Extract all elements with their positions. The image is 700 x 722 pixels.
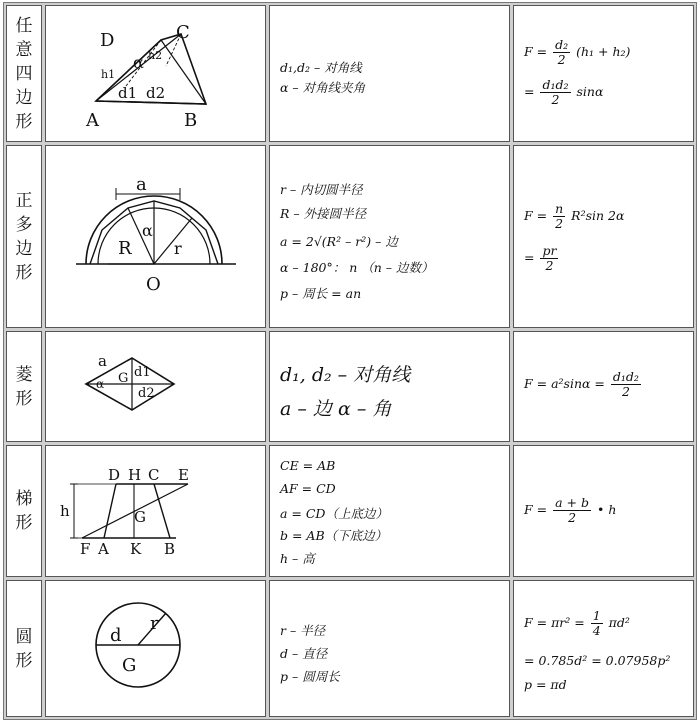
row-1-figure [45, 5, 266, 142]
row-4-name [6, 445, 42, 577]
fraction: $\frac{\text{d₁d₂}}{2}$ [542, 77, 569, 107]
row-2-name-char: 形 [15, 262, 33, 283]
row-1-name-char: 边 [15, 87, 33, 108]
row-4-formula [513, 445, 694, 577]
inradius-r-label: r [174, 239, 182, 258]
definition-line: b = AB（下底边） [280, 528, 388, 543]
row-5-figure [45, 580, 266, 717]
vertex-c-label: C [176, 22, 190, 43]
row-5-name-char: 圆 [15, 626, 33, 647]
row-2-figure [45, 145, 266, 328]
diagonal-d2-label: d2 [146, 84, 166, 102]
vertex-c-label: C [148, 466, 160, 484]
definition-line: CE = AB [280, 458, 336, 473]
formula-line: F = $\frac{\text{d₂}}{2}$ (h₁ + h₂) [524, 37, 631, 67]
vertex-a-label: A [98, 540, 109, 558]
row-5-formula [513, 580, 694, 717]
definition-line: R – 外接圆半径 [280, 206, 367, 221]
center-g-label: G [118, 371, 129, 386]
radius-r-label: r [150, 613, 159, 634]
definition-line: d – 直径 [280, 646, 328, 661]
fraction: $\frac{1}{4}$ [592, 608, 601, 638]
row-1-formula [513, 5, 694, 142]
height-h2-label: h2 [148, 49, 163, 62]
vertex-h-label: H [128, 466, 142, 484]
row-5-definitions [269, 580, 510, 717]
vertex-k-label: K [130, 540, 142, 558]
vertex-e-label: E [178, 466, 189, 484]
row-5-name [6, 580, 42, 717]
definition-line: α – 对角线夹角 [280, 80, 366, 95]
formula-line: F = a²sinα = $\frac{\text{d₁d₂}}{2}$ [524, 369, 639, 399]
row-1-name-char: 任 [15, 15, 33, 36]
definition-line: r – 内切圆半径 [280, 182, 363, 197]
row-2-name-char: 边 [15, 238, 33, 259]
angle-alpha-label: α [142, 221, 153, 240]
row-2-name [6, 145, 42, 328]
definition-line: a = CD（上底边） [280, 506, 388, 521]
row-1-definitions [269, 5, 510, 142]
row-4-figure [45, 445, 266, 577]
formula-line: F = $\frac{a + b}{2}$ • h [524, 495, 617, 525]
row-3-definitions [269, 331, 510, 442]
diameter-d-label: d [110, 625, 122, 646]
definition-line: a – 边 α – 角 [280, 398, 392, 420]
definition-line: d₁, d₂ – 对角线 [280, 364, 411, 386]
vertex-d-label: D [108, 466, 121, 484]
row-5-name-char: 形 [15, 650, 33, 671]
fraction: $\frac{n}{2}$ [555, 201, 564, 231]
height-h-label: h [60, 502, 70, 520]
row-4-name-char: 形 [15, 513, 33, 533]
row-3-name [6, 331, 42, 442]
formula-line: = 0.785d² = 0.07958p² [524, 653, 671, 668]
row-3-name-char: 菱 [15, 364, 33, 385]
fraction: $\frac{\text{d₂}}{2}$ [555, 37, 569, 67]
row-1-name-char: 意 [15, 39, 33, 60]
angle-alpha-label: α [133, 53, 144, 72]
definition-line: h – 高 [280, 551, 315, 566]
side-a-label: a [98, 352, 107, 370]
row-2-name-char: 正 [15, 190, 33, 211]
center-g-label: G [122, 655, 137, 676]
formula-line: = $\frac{pr}{2}$ [524, 243, 557, 273]
circle-diagram [46, 581, 266, 717]
row-4-definitions [269, 445, 510, 577]
row-1-name [6, 5, 42, 142]
row-3-figure [45, 331, 266, 442]
row-4-name-char: 梯 [15, 489, 33, 509]
center-o-label: O [146, 274, 161, 295]
height-h1-label: h1 [101, 68, 116, 81]
formula-line: p = πd [524, 677, 567, 692]
vertex-a-label: A [86, 110, 99, 131]
regular-polygon-diagram [46, 146, 266, 328]
formula-line: F = $\frac{n}{2}$ R²sin 2α [524, 201, 625, 231]
diagonal-d1-label: d1 [134, 365, 151, 380]
fraction: $\frac{\text{d₁d₂}}{2}$ [612, 369, 639, 399]
diagonal-d2-label: d2 [138, 386, 155, 401]
vertex-f-label: F [80, 540, 91, 558]
circumradius-r-label: R [118, 238, 132, 259]
diagonal-d1-label: d1 [118, 84, 138, 102]
fraction: $\frac{pr}{2}$ [542, 243, 557, 273]
definition-line: r – 半径 [280, 623, 326, 638]
quadrilateral-diagram [46, 6, 266, 142]
row-3-formula [513, 331, 694, 442]
definition-line: d₁,d₂ – 对角线 [280, 60, 362, 75]
row-3-name-char: 形 [15, 388, 33, 409]
vertex-d-label: D [100, 30, 115, 51]
definition-line: p – 圆周长 [280, 669, 340, 684]
trapezoid-diagram [46, 446, 266, 577]
side-a-label: a [136, 174, 147, 195]
row-1-name-char: 形 [15, 111, 33, 132]
point-g-label: G [134, 508, 146, 526]
row-2-definitions [269, 145, 510, 328]
definition-line: α – 180°： n （n – 边数） [280, 260, 434, 275]
row-1-name-char: 四 [15, 63, 33, 84]
vertex-b-label: B [164, 540, 176, 558]
fraction: $\frac{a + b}{2}$ [555, 495, 589, 525]
angle-alpha-label: α [96, 377, 105, 391]
row-2-formula [513, 145, 694, 328]
definition-line: p – 周长 = an [280, 286, 362, 301]
formula-line: = $\frac{\text{d₁d₂}}{2}$ sinα [524, 77, 604, 107]
definition-line: a = 2√(R² – r²) – 边 [280, 234, 398, 249]
row-2-name-char: 多 [15, 214, 33, 235]
definition-line: AF = CD [280, 481, 336, 496]
formula-line: F = πr² = $\frac{1}{4}$ πd² [524, 608, 630, 638]
rhombus-diagram [46, 332, 266, 442]
vertex-b-label: B [184, 110, 198, 131]
